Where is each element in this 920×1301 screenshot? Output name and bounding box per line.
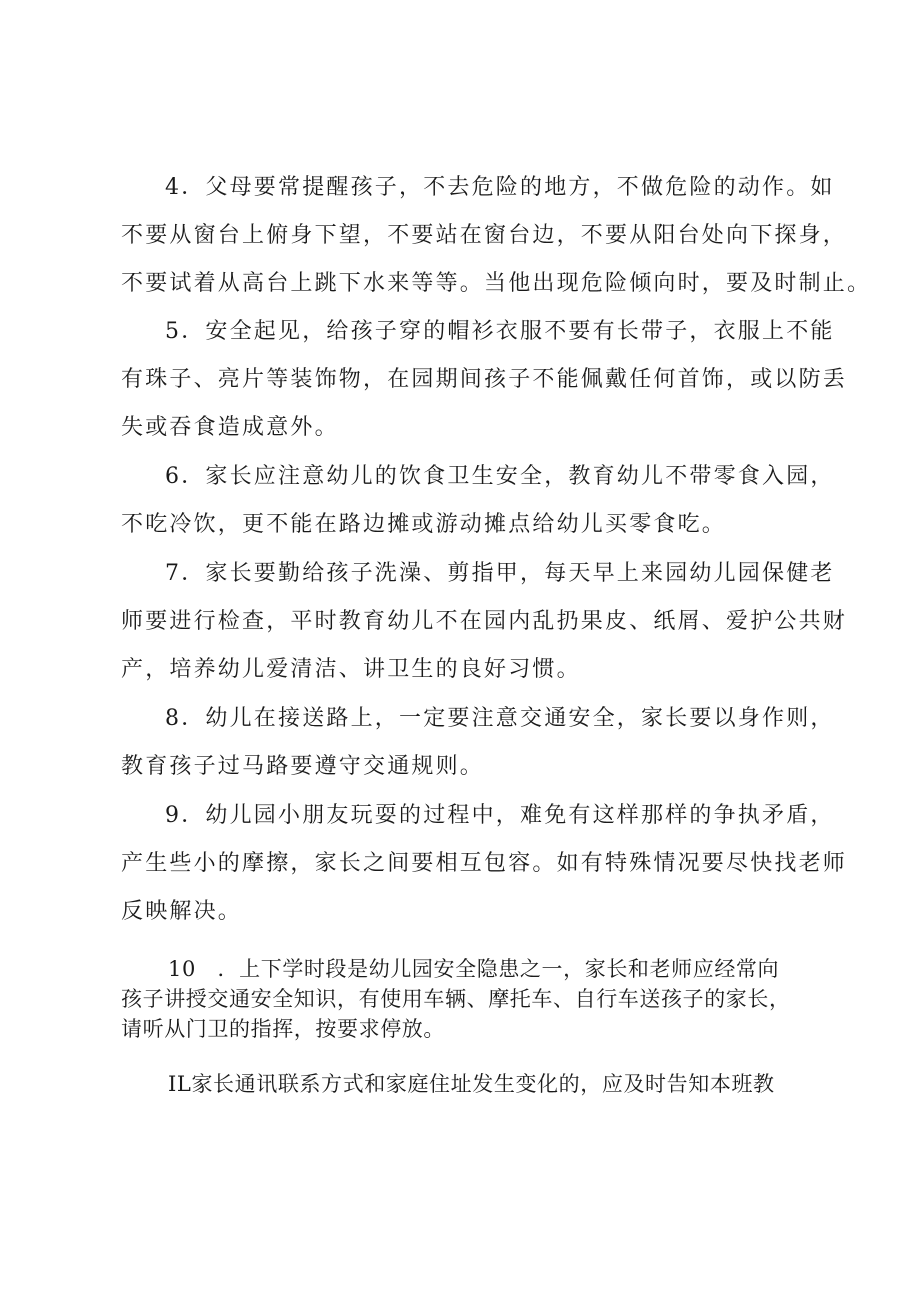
- text-line: 6．家长应注意幼儿的饮食卫生安全，教育幼儿不带零食入园，: [165, 464, 835, 489]
- text-line: 孩子讲授交通安全知识，有使用车辆、摩托车、自行车送孩子的家长，: [121, 987, 791, 1011]
- text-line: 请听从门卫的指挥，按要求停放。: [121, 1017, 445, 1041]
- text-line: 不要从窗台上俯身下望，不要站在窗台边，不要从阳台处向下探身，: [121, 223, 848, 248]
- text-line: 9．幼儿园小朋友玩耍的过程中，难免有这样那样的争执矛盾，: [165, 803, 835, 828]
- text-line: 7．家长要勤给孩子洗澡、剪指甲，每天早上来园幼儿园保健老: [165, 561, 835, 586]
- text-line: 5．安全起见，给孩子穿的帽衫衣服不要有长带子，衣服上不能: [165, 319, 835, 344]
- text-line: 失或吞食造成意外。: [121, 415, 339, 440]
- text-line: 不吃冷饮，更不能在路边摊或游动摊点给幼儿买零食吃。: [121, 512, 727, 537]
- text-line: 教育孩子过马路要遵守交通规则。: [121, 754, 485, 779]
- text-line: 8．幼儿在接送路上，一定要注意交通安全，家长要以身作则，: [165, 706, 835, 731]
- text-line: 反映解决。: [121, 899, 243, 924]
- text-line: 不要试着从高台上跳下水来等等。当他出现危险倾向时，要及时制止。: [121, 271, 872, 296]
- text-line: 师要进行检查，平时教育幼儿不在园内乱扔果皮、纸屑、爱护公共财: [121, 609, 848, 634]
- text-line: 有珠子、亮片等装饰物，在园期间孩子不能佩戴任何首饰，或以防丢: [121, 367, 848, 392]
- text-line: 产，培养幼儿爱清洁、讲卫生的良好习惯。: [121, 657, 581, 682]
- text-line: 产生些小的摩擦，家长之间要相互包容。如有特殊情况要尽快找老师: [121, 851, 848, 876]
- text-line: 10 ．上下学时段是幼儿园安全隐患之一，家长和老师应经常向: [168, 957, 780, 981]
- text-line: 4．父母要常提醒孩子，不去危险的地方，不做危险的动作。如: [165, 175, 835, 200]
- text-line: IL家长通讯联系方式和家庭住址发生变化的，应及时告知本班教: [168, 1072, 775, 1096]
